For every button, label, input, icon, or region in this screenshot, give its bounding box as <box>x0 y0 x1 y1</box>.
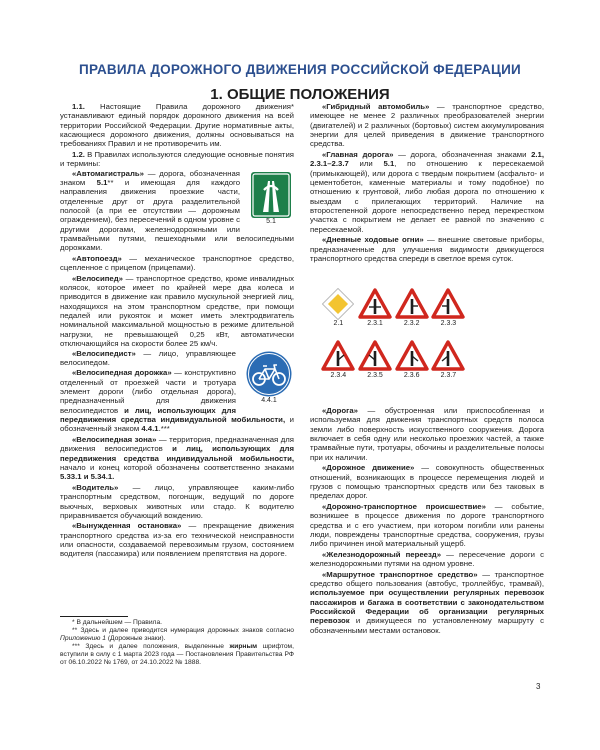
sign-4-4-1-figure <box>244 351 294 405</box>
motorway-sign-icon <box>251 172 291 218</box>
page-number: 3 <box>536 682 541 691</box>
side-road-left-sign-icon <box>431 288 465 320</box>
term-avtomagistral: «Автомагистраль» — дорога, обозначенная знаком 5.1** и имеющая для каждого направления движения проезжие части, отделенные друг от друга разделительной полосой (а при ее отсутствии — дорожным ограждением), без пересечений в одном уровне с другими дорогами, железнодорожными или трамвайными путями, пешеходными или велосипедными дорожками. <box>60 168 294 253</box>
term-velozona: «Велосипедная зона» — территория, предназначенная для движения велосипедистов и лиц, использующих для передвижения средства индивидуальной мобильности, начало и конец которой обозначены соответственно знаками 5.33.1 и 5.34.1. <box>60 434 294 482</box>
side-road-left-angle-sign-icon <box>358 340 392 372</box>
crossroad-sign-icon <box>358 288 392 320</box>
term-dtp: «Дорожно-транспортное происшествие» — событие, возникшее в процессе движения по дороге транспортного средства и с его участием, при котором погибли или ранены люди, повреждены транспортные средства, сооружения, грузы либо причинен иной материальный ущерб. <box>310 501 544 549</box>
term-gibridnyy-avtomobil: «Гибридный автомобиль» — транспортное средство, имеющее не менее 2 различных преобразователей энергии (двигателей) и 2 различных (бортовых) систем аккумулирования энергии для целей приведения в движение транспортного средства. <box>310 102 544 149</box>
side-road-left-back-sign-icon <box>431 340 465 372</box>
paragraph-1-1: 1.1. Настоящие Правила дорожного движения* устанавливают единый порядок дорожного движения на всей территории Российской Федерации. Другие нормативные акты, касающиеся дорожного движения, должны основываться на требованиях Правил и не противоречить им. <box>60 102 294 149</box>
side-road-right-sign-icon <box>395 288 429 320</box>
term-velodorozhka: «Велосипедная дорожка» — конструктивно отделенный от проезжей части и тротуара элемент дороги (либо отдельная дорога), предназначенный для движения велосипедистов и лиц, использующих для передвижения средства индивидуальной мобильности, и обозначенный знаком 4.4.1.*** <box>60 368 295 434</box>
term-glavnaya-doroga: «Главная дорога» — дорога, обозначенная знаками 2.1, 2.3.1–2.3.7 или 5.1, по отношению к пересекаемой (примыкающей), или дорога с твердым покрытием (асфальто- и цементобетон, каменные материалы и тому подобное) по отношению к грунтовой, либо любая дорога по отношению к выездам с прилегающих территорий. Наличие на второстепенной дороге непосредственно перед перекрестком участка с покрытием не делает ее равной по значению с пересекаемой. <box>310 149 544 234</box>
paragraph-1-2: 1.2. В Правилах используются следующие основные понятия и термины: <box>60 149 294 169</box>
sign-5-1-figure <box>248 172 294 226</box>
page-title: ПРАВИЛА ДОРОЖНОГО ДВИЖЕНИЯ РОССИЙСКОЙ ФЕДЕРАЦИИ <box>79 62 521 77</box>
footnote-divider <box>60 616 128 617</box>
footnote-1: * В дальнейшем — Правила. <box>72 619 163 626</box>
bicycle-sign-icon <box>246 351 292 397</box>
sign-2-3-5: 2.3.5 <box>357 340 394 380</box>
sign-2-3-7: 2.3.7 <box>430 340 467 380</box>
sign-2-3-3: 2.3.3 <box>430 288 467 328</box>
term-marshrutnoe-ts: «Маршрутное транспортное средство» — транспортное средство общего пользования (автобус, троллейбус, трамвай), используемое при осуществлении регулярных перевозок пассажиров и багажа в соответствии с законодательством Российской Федерации об организации регулярных перевозок и движущееся по установленному маршруту с обозначенными местами остановок. <box>310 569 544 635</box>
section-title: 1. ОБЩИЕ ПОЛОЖЕНИЯ <box>210 86 390 103</box>
sign-2-1: 2.1 <box>320 288 357 328</box>
sign-2-3-1: 2.3.1 <box>357 288 394 328</box>
term-zheleznodorozhnyy-pereezd: «Железнодорожный переезд» — пересечение дороги с железнодорожными путями на одном уровне. <box>310 549 544 569</box>
term-avtopoezd: «Автопоезд» — механическое транспортное средство, сцепленное с прицепом (прицепами). <box>60 253 294 273</box>
footnote-3: *** Здесь и далее положения, выделенные жирным шрифтом, вступили в силу с 1 марта 2023 года — Постановления Правительства РФ от 06.10.2022 № 1769, от 24.10.2022 № 1888. <box>60 643 294 667</box>
footnotes <box>60 616 294 668</box>
sign-2-3-4: 2.3.4 <box>320 340 357 380</box>
right-column-top <box>310 102 544 263</box>
sign-2-3-2: 2.3.2 <box>393 288 430 328</box>
sign-4-4-1-caption: 4.4.1 <box>261 396 277 404</box>
main-road-sign-icon <box>322 288 354 320</box>
footnote-2: ** Здесь и далее приводится нумерация дорожных знаков согласно Приложению 1 (Дорожные знаки). <box>60 627 294 643</box>
term-voditel: «Водитель» — лицо, управляющее каким-либо транспортным средством, погонщик, ведущий по дороге вьючных, верховых животных или стадо. К водителю приравнивается обучающий вождению. <box>60 482 294 520</box>
term-velosipedist: «Велосипедист» — лицо, управляющее велосипедом. <box>60 348 236 367</box>
side-road-right-angle-sign-icon <box>321 340 355 372</box>
sign-2-3-6: 2.3.6 <box>393 340 430 380</box>
term-doroga: «Дорога» — обустроенная или приспособленная и используемая для движения транспортных средств полоса земли либо поверхность искусственного сооружения. Дорога включает в себя одну или несколько проезжих частей, а также трамвайные пути, тротуары, обочины и разделительные полосы при их наличии. <box>310 406 544 462</box>
signs-row-1 <box>320 288 467 328</box>
left-column <box>60 102 294 559</box>
term-vynuzhdennaya-ostanovka: «Вынужденная остановка» — прекращение движения транспортного средства из-за его технической неисправности или опасности, создаваемой перевозимым грузом, состоянием водителя (пассажира) или появлением препятствия на дороге. <box>60 521 294 559</box>
term-velosiped: «Велосипед» — транспортное средство, кроме инвалидных колясок, которое имеет по крайней мере два колеса и приводится в движение как правило мускульной энергией лиц, находящихся на этом транспортном средстве, при помощи педалей или рукояток и может иметь электродвигатель номинальной максимальной мощностью в режиме длительной нагрузки, не превышающей 0,25 кВт, автоматически отключающийся на скорости более 25 км/ч. <box>60 273 294 349</box>
signs-row-2 <box>320 340 467 380</box>
term-dorozhnoe-dvizhenie: «Дорожное движение» — совокупность общественных отношений, возникающих в процессе перемещения людей и грузов с помощью транспортных средств или без таковых в пределах дорог. <box>310 463 544 501</box>
term-dnevnye-khodovye-ogni: «Дневные ходовые огни» — внешние световые приборы, предназначенные для улучшения видимости движущегося транспортного средства спереди в светлое время суток. <box>310 235 544 263</box>
right-column-bottom <box>310 406 544 635</box>
side-road-right-back-sign-icon <box>395 340 429 372</box>
sign-5-1-caption: 5.1 <box>266 217 276 225</box>
